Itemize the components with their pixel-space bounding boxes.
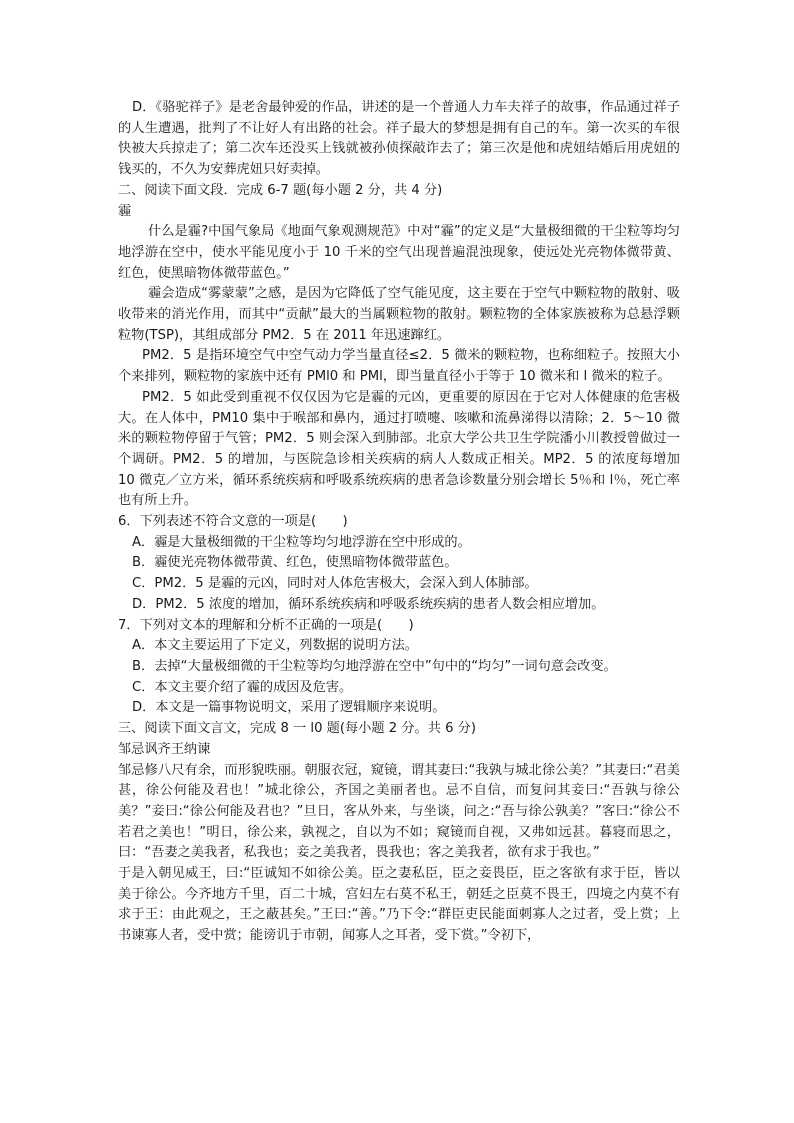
question-7-option-d: D．本文是一篇事物说明文，采用了逻辑顺序来说明。 bbox=[132, 700, 446, 716]
zouji-paragraph-2: 于是入朝见威王，曰:“臣诚知不如徐公美。臣之妻私臣，臣之妾畏臣，臣之客欲有求于臣，皆以美于徐公。今齐地方千里，百二十城，宫妇左右莫不私王，朝廷之臣莫不畏王，四境之内莫不有求于王：由此观之，王之蔽甚矣。”王曰:“善。”乃下令:“群臣吏民能面刺寡人之过者，受上赏；上书谏寡人者，受中赏；能谤讥于市朝，闻寡人之耳者，受下赏。”令初下， bbox=[118, 866, 680, 944]
passage-title-haze: 霾 bbox=[118, 203, 132, 219]
haze-paragraph-3: PM2．5 是指环境空气中空气动力学当量直径≤2．5 微米的颗粒物，也称细粒子。按照大小个来排列，颗粒物的家族中还有 PMl0 和 PMl，即当量直径小于等于 10 微米和 l 微米的粒子。 bbox=[118, 348, 680, 385]
question-7-option-b: B．去掉“大量极细微的干尘粒等均匀地浮游在空中”句中的“均匀”一词句意会改变。 bbox=[132, 658, 617, 674]
question-7-option-a: A．本文主要运用了下定义，列数据的说明方法。 bbox=[132, 638, 418, 654]
section-three-heading: 三、阅读下面文言文，完成 8 一 l0 题(每小题 2 分。共 6 分) bbox=[118, 721, 476, 737]
question-6-option-d: D．PM2．5 浓度的增加，循环系统疾病和呼吸系统疾病的患者人数会相应增加。 bbox=[132, 596, 605, 612]
section-two-heading: 二、阅读下面文段．完成 6-7 题(每小题 2 分，共 4 分) bbox=[118, 182, 443, 198]
haze-paragraph-1: 什么是霾?中国气象局《地面气象观测规范》中对“霾”的定义是“大量极细微的干尘粒等均匀地浮游在空中，使水平能见度小于 10 千米的空气出现普遍混浊现象，使远处光亮物体微带黄、红色，使黑暗物体微带蓝色。” bbox=[118, 224, 680, 281]
haze-paragraph-4: PM2．5 如此受到重视不仅仅因为它是霾的元凶，更重要的原因在于它对人体健康的危害极大。在人体中，PM10 集中于喉部和鼻内，通过打喷嚏、咳嗽和流鼻涕得以清除；2．5～10 微米的颗粒物停留于气管；PM2．5 则会深入到肺部。北京大学公共卫生学院潘小川教授曾做过一个调研。PM2．5 的增加，与医院急诊相关疾病的病人人数成正相关。MP2．5 的浓度每增加 10 微克／立方米，循环系统疾病和呼吸系统疾病的患者急诊数量分别会增长 5％和 l％，死亡率也有所上升。 bbox=[118, 389, 680, 509]
passage-title-zouji: 邹忌讽齐王纳谏 bbox=[118, 741, 211, 757]
zouji-paragraph-1: 邹忌修八尺有余，而形貌昳丽。朝服衣冠，窥镜，谓其妻曰:“我孰与城北徐公美？”其妻曰:“君美甚，徐公何能及君也！”城北徐公，齐国之美丽者也。忌不自信，而复问其妾曰:“吾孰与徐公美？”妾曰:“徐公何能及君也？”旦日，客从外来，与坐谈，问之:“吾与徐公孰美？”客曰:“徐公不若君之美也！”明日，徐公来，孰视之，自以为不如；窥镜而自视，又弗如远甚。暮寝而思之，曰：“吾妻之美我者，私我也；妾之美我者，畏我也；客之美我者，欲有求于我也。” bbox=[118, 762, 680, 861]
question-7-stem: 7．下列对文本的理解和分析不正确的一项是( ) bbox=[118, 617, 414, 633]
question-6-option-a: A．霾是大量极细微的干尘粒等均匀地浮游在空中形成的。 bbox=[132, 534, 471, 550]
question-7-option-c: C．本文主要介绍了霾的成因及危害。 bbox=[132, 679, 353, 695]
document-page bbox=[118, 98, 680, 947]
question-6-option-c: C．PM2．5 是霾的元凶，同时对人体危害极大，会深入到人体肺部。 bbox=[132, 576, 538, 592]
question-6-stem: 6．下列表述不符合文意的一项是( ) bbox=[118, 514, 348, 530]
option-d-paragraph: D．《骆驼祥子》是老舍最钟爱的作品，讲述的是一个普通人力车夫祥子的故事，作品通过祥子的人生遭遇，批判了不让好人有出路的社会。祥子最大的梦想是拥有自己的车。第一次买的车很快被大兵掠走了；第二次车还没买上钱就被孙侦探敲诈去了；第三次是他和虎妞结婚后用虎妞的钱买的，不久为安葬虎妞只好卖掉。 bbox=[118, 100, 680, 178]
question-6-option-b: B．霾使光亮物体微带黄、红色，使黑暗物体微带蓝色。 bbox=[132, 555, 458, 571]
haze-paragraph-2: 霾会造成“雾蒙蒙”之感，是因为它降低了空气能见度，这主要在于空气中颗粒物的散射、吸收带来的消光作用，而其中“贡献”最大的当属颗粒物的散射。颗粒物的全体家族被称为总悬浮颗粒物(TSP)，其组成部分 PM2．5 在 2011 年迅速蹿红。 bbox=[118, 286, 680, 343]
